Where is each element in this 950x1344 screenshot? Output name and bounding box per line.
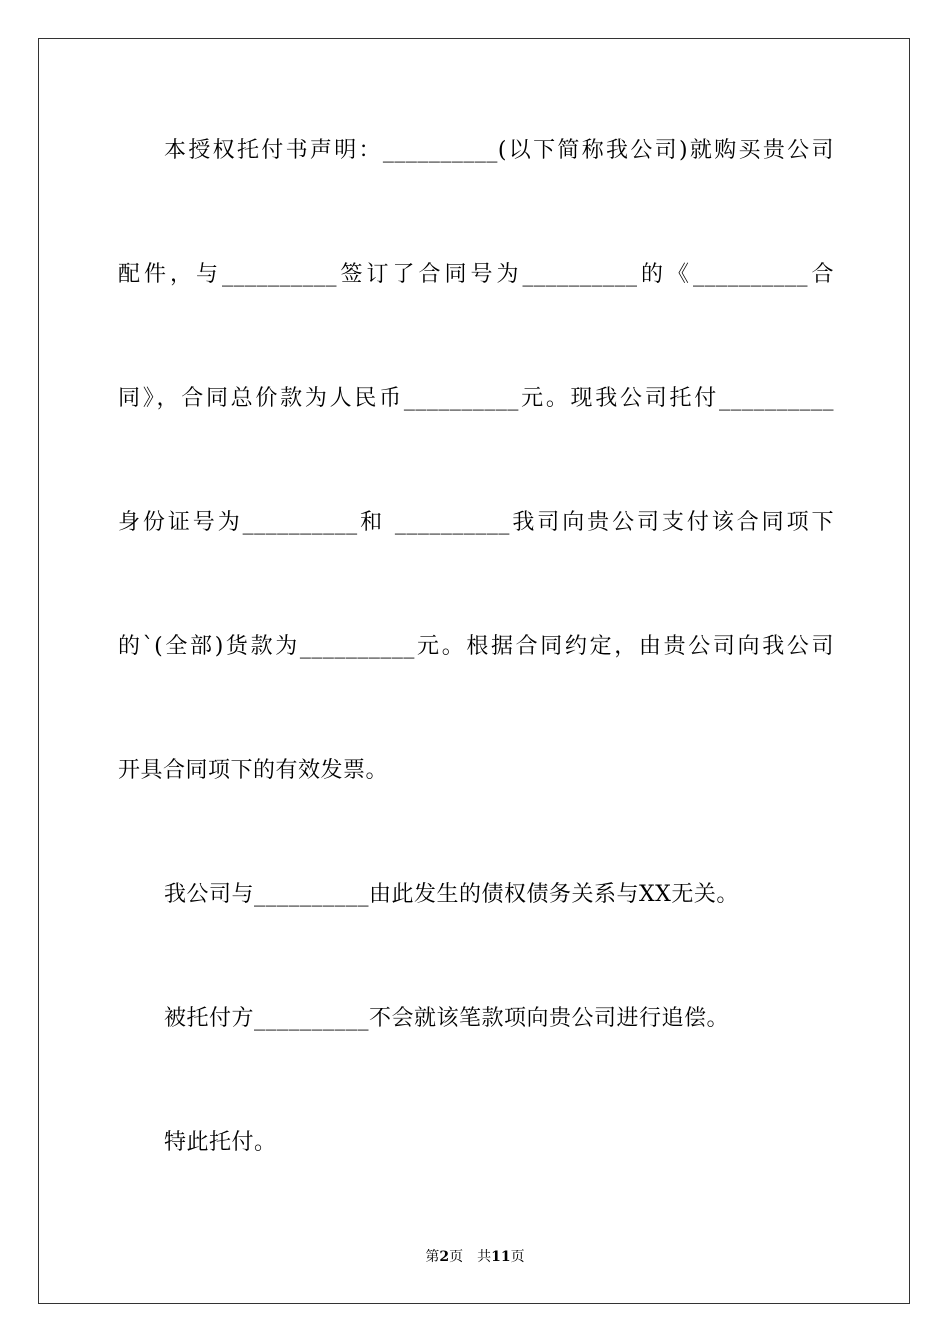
paragraph-line-1: 本授权托付书声明：__________(以下简称我公司)就购买贵公司 bbox=[164, 138, 834, 163]
paragraph-line-5: 的`(全部)货款为__________元。根据合同约定，由贵公司向我公司 bbox=[118, 634, 834, 659]
footer-total-suffix: 页 bbox=[510, 1249, 525, 1265]
paragraph-line-3: 同》，合同总价款为人民币__________元。现我公司托付__________ bbox=[118, 386, 834, 411]
paragraph-line-2: 配件，与__________签订了合同号为__________的《__________合 bbox=[118, 262, 834, 287]
page-footer bbox=[0, 1248, 950, 1266]
footer-page-suffix: 页 bbox=[449, 1249, 464, 1265]
paragraph-line-6: 开具合同项下的有效发票。 bbox=[118, 758, 389, 783]
footer-page-current: 2 bbox=[439, 1249, 450, 1265]
footer-page-total: 11 bbox=[491, 1249, 511, 1265]
page-border bbox=[38, 38, 910, 1304]
footer-page-prefix: 第 bbox=[425, 1249, 440, 1265]
paragraph-line-8: 被托付方__________不会就该笔款项向贵公司进行追偿。 bbox=[164, 1006, 730, 1031]
paragraph-line-4: 身份证号为__________和 __________我司向贵公司支付该合同项下 bbox=[118, 510, 834, 535]
paragraph-line-7: 我公司与__________由此发生的债权债务关系与XX无关。 bbox=[164, 882, 739, 907]
paragraph-line-9: 特此托付。 bbox=[164, 1130, 277, 1155]
footer-total-prefix: 共 bbox=[477, 1249, 492, 1265]
